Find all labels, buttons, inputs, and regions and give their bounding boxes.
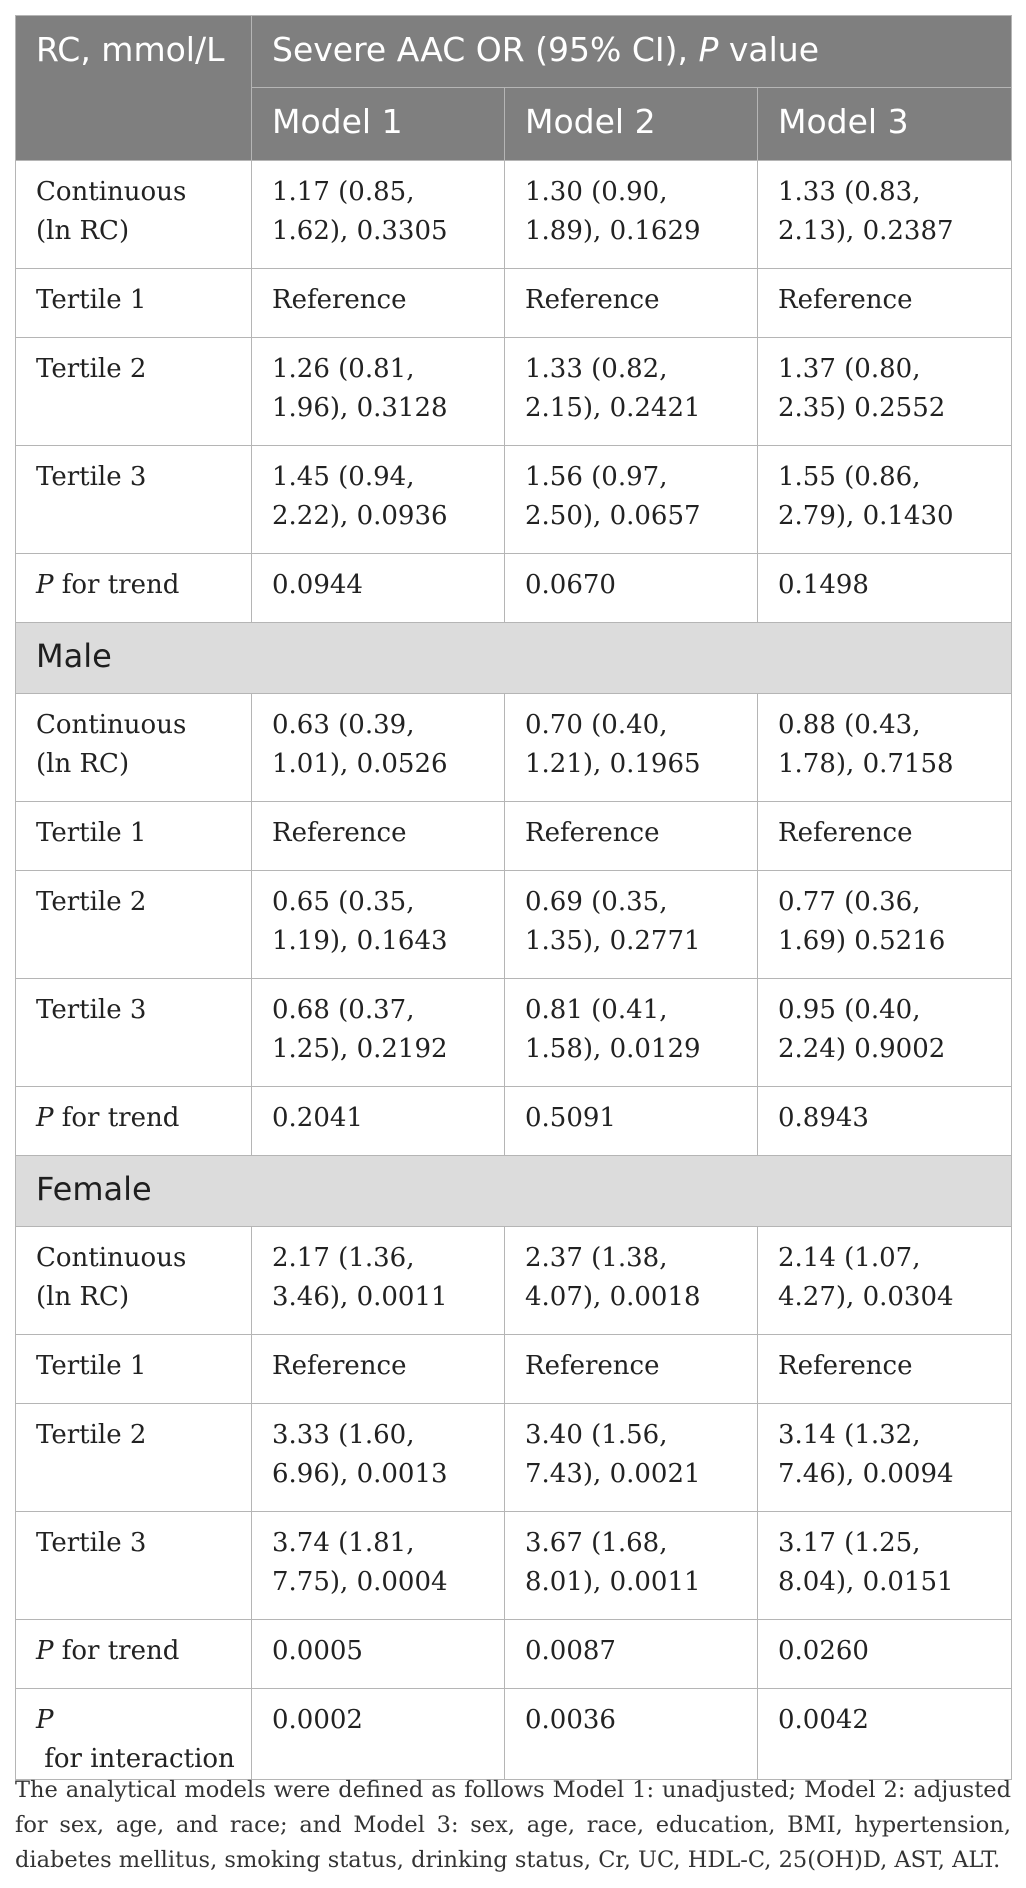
model-3-cell: Reference	[758, 1335, 1012, 1404]
section-title: Female	[16, 1156, 1012, 1227]
row-label: Tertile 3	[16, 979, 252, 1087]
row-label: Continuous (ln RC)	[16, 1227, 252, 1335]
model-2-cell: 0.5091	[505, 1087, 758, 1156]
section-title: Male	[16, 623, 1012, 694]
model-3-cell: 0.77 (0.36, 1.69) 0.5216	[758, 871, 1012, 979]
model-2-cell: 0.0036	[505, 1689, 758, 1780]
table-row	[16, 1404, 1012, 1512]
table-row	[16, 871, 1012, 979]
table-row	[16, 1620, 1012, 1689]
model-3-header: Model 3	[758, 88, 1012, 161]
model-1-cell: 1.26 (0.81, 1.96), 0.3128	[252, 338, 505, 446]
row-label-text: for trend	[53, 570, 180, 600]
model-1-cell: 0.2041	[252, 1087, 505, 1156]
row-label: Tertile 1	[16, 802, 252, 871]
row-label-header: RC, mmol/L	[16, 16, 252, 161]
model-3-cell: 3.17 (1.25, 8.04), 0.0151	[758, 1512, 1012, 1620]
model-3-cell: 3.14 (1.32, 7.46), 0.0094	[758, 1404, 1012, 1512]
row-label: Continuous (ln RC)	[16, 694, 252, 802]
model-2-cell: 3.40 (1.56, 7.43), 0.0021	[505, 1404, 758, 1512]
model-2-cell: Reference	[505, 802, 758, 871]
table-row	[16, 979, 1012, 1087]
model-1-cell: 0.63 (0.39, 1.01), 0.0526	[252, 694, 505, 802]
row-label-p: P	[36, 1705, 54, 1735]
row-label: Tertile 2	[16, 338, 252, 446]
model-2-cell: 1.30 (0.90, 1.89), 0.1629	[505, 161, 758, 269]
table-row	[16, 1512, 1012, 1620]
table-header	[16, 16, 1012, 161]
model-2-cell: 1.56 (0.97, 2.50), 0.0657	[505, 446, 758, 554]
row-label: Continuous (ln RC)	[16, 161, 252, 269]
model-1-cell: Reference	[252, 802, 505, 871]
model-3-cell: 0.88 (0.43, 1.78), 0.7158	[758, 694, 1012, 802]
model-1-cell: 0.0002	[252, 1689, 505, 1780]
model-1-cell: 2.17 (1.36, 3.46), 0.0011	[252, 1227, 505, 1335]
model-3-cell: 2.14 (1.07, 4.27), 0.0304	[758, 1227, 1012, 1335]
row-label-text: for trend	[53, 1636, 180, 1666]
model-2-cell: 0.0670	[505, 554, 758, 623]
section-row	[16, 623, 1012, 694]
model-2-cell: 0.0087	[505, 1620, 758, 1689]
row-label	[16, 1620, 252, 1689]
model-3-cell: 1.37 (0.80, 2.35) 0.2552	[758, 338, 1012, 446]
table-row	[16, 269, 1012, 338]
row-label: Tertile 1	[16, 269, 252, 338]
table-row	[16, 446, 1012, 554]
row-label	[16, 1087, 252, 1156]
row-label-p: P	[36, 1636, 54, 1666]
row-label-text: for interaction	[36, 1744, 235, 1774]
row-label: Tertile 3	[16, 1512, 252, 1620]
model-1-cell: 0.65 (0.35, 1.19), 0.1643	[252, 871, 505, 979]
model-3-cell: 0.8943	[758, 1087, 1012, 1156]
model-2-header: Model 2	[505, 88, 758, 161]
results-table-container	[15, 15, 1011, 1780]
model-2-cell: 3.67 (1.68, 8.01), 0.0011	[505, 1512, 758, 1620]
table-row	[16, 161, 1012, 269]
model-2-cell: 1.33 (0.82, 2.15), 0.2421	[505, 338, 758, 446]
model-1-cell: 0.0005	[252, 1620, 505, 1689]
model-3-cell: Reference	[758, 269, 1012, 338]
model-1-cell: 1.45 (0.94, 2.22), 0.0936	[252, 446, 505, 554]
model-1-cell: 0.0944	[252, 554, 505, 623]
model-1-cell: 0.68 (0.37, 1.25), 0.2192	[252, 979, 505, 1087]
row-label	[16, 554, 252, 623]
row-label-p: P	[36, 570, 54, 600]
model-3-cell: 0.1498	[758, 554, 1012, 623]
table-row	[16, 1689, 1012, 1780]
table-row	[16, 554, 1012, 623]
model-1-cell: 3.33 (1.60, 6.96), 0.0013	[252, 1404, 505, 1512]
group-header	[252, 16, 1012, 88]
model-2-cell: 0.70 (0.40, 1.21), 0.1965	[505, 694, 758, 802]
model-1-cell: Reference	[252, 269, 505, 338]
row-label: Tertile 1	[16, 1335, 252, 1404]
model-2-cell: 0.69 (0.35, 1.35), 0.2771	[505, 871, 758, 979]
group-header-suffix: value	[718, 30, 820, 69]
row-label: Tertile 2	[16, 871, 252, 979]
row-label-text: for trend	[53, 1103, 180, 1133]
model-1-cell: Reference	[252, 1335, 505, 1404]
model-3-cell: Reference	[758, 802, 1012, 871]
model-2-cell: Reference	[505, 1335, 758, 1404]
model-3-cell: 0.0042	[758, 1689, 1012, 1780]
model-1-header: Model 1	[252, 88, 505, 161]
model-1-cell: 3.74 (1.81, 7.75), 0.0004	[252, 1512, 505, 1620]
group-header-prefix: Severe AAC OR (95% CI),	[272, 30, 699, 69]
model-3-cell: 1.55 (0.86, 2.79), 0.1430	[758, 446, 1012, 554]
model-2-cell: Reference	[505, 269, 758, 338]
row-label: Tertile 3	[16, 446, 252, 554]
row-label: Tertile 2	[16, 1404, 252, 1512]
section-row	[16, 1156, 1012, 1227]
results-table	[15, 15, 1012, 1780]
table-footnote: The analytical models were defined as follows Model 1: unadjusted; Model 2: adjusted for sex, age, and race; and Model 3: sex, age, race, education, BMI, hypertension, diabetes mellitus, smoking status, drinking status, Cr, UC, HDL-C, 25(OH)D, AST, ALT.	[15, 1777, 1011, 1873]
row-label-p: P	[36, 1103, 54, 1133]
group-header-p: P	[698, 30, 719, 69]
table-row	[16, 1087, 1012, 1156]
model-3-cell: 0.0260	[758, 1620, 1012, 1689]
table-row	[16, 1227, 1012, 1335]
model-1-cell: 1.17 (0.85, 1.62), 0.3305	[252, 161, 505, 269]
model-3-cell: 0.95 (0.40, 2.24) 0.9002	[758, 979, 1012, 1087]
table-row	[16, 1335, 1012, 1404]
table-row	[16, 338, 1012, 446]
table-row	[16, 802, 1012, 871]
table-body	[16, 161, 1012, 1780]
model-2-cell: 2.37 (1.38, 4.07), 0.0018	[505, 1227, 758, 1335]
table-row	[16, 694, 1012, 802]
row-label	[16, 1689, 252, 1780]
model-2-cell: 0.81 (0.41, 1.58), 0.0129	[505, 979, 758, 1087]
model-3-cell: 1.33 (0.83, 2.13), 0.2387	[758, 161, 1012, 269]
